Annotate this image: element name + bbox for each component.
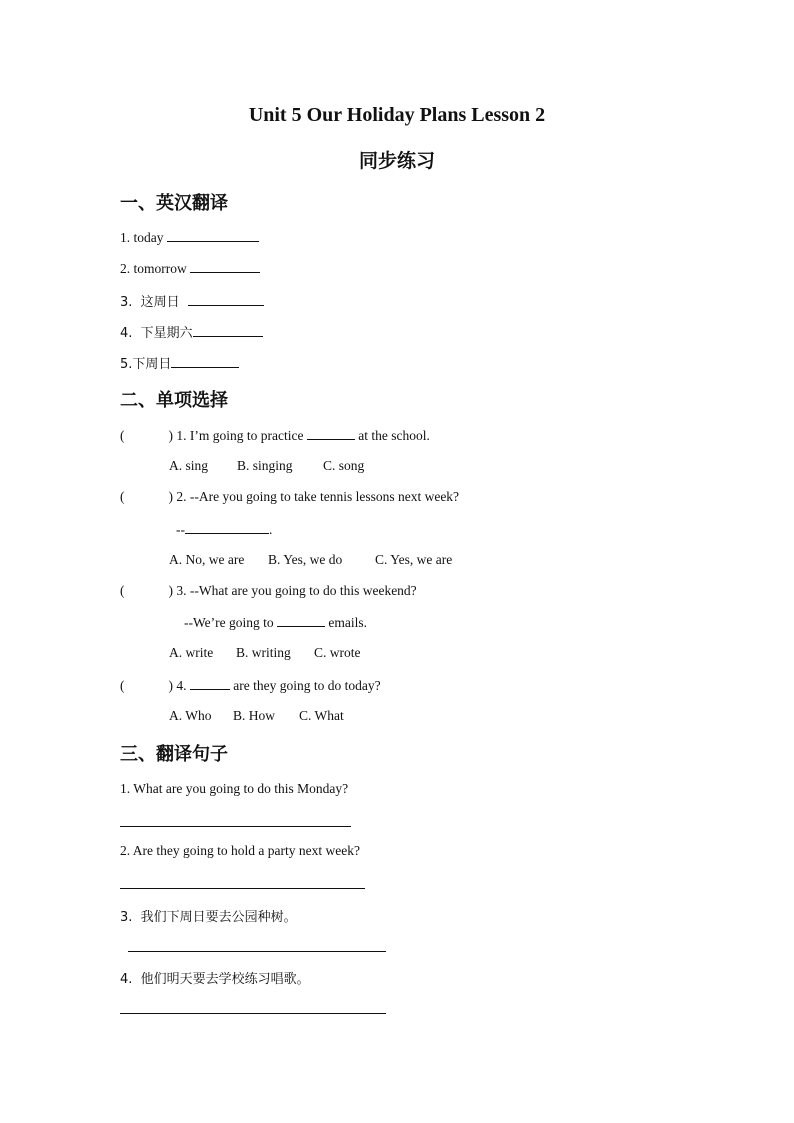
question-3-option-c: C. wrote	[314, 645, 361, 660]
question-3-option-b: B. writing	[236, 645, 291, 660]
translate-item-2: 2. Are they going to hold a party next week?	[120, 843, 360, 858]
answer-blank[interactable]	[185, 521, 269, 534]
section-2-heading: 二、单项选择	[120, 390, 228, 411]
question-1: ( ) 1. I’m going to practice at the school.	[120, 428, 430, 443]
answer-blank[interactable]	[167, 229, 259, 242]
vocab-item-1: 1. today	[120, 229, 259, 246]
question-4-option-a: A. Who	[169, 708, 212, 723]
answer-blank[interactable]	[190, 260, 260, 273]
question-2-option-a: A. No, we are	[169, 552, 245, 567]
translate-item-3: 3. 我们下周日要去公园种树。	[120, 910, 297, 925]
question-3-answer-line: --We’re going to emails.	[184, 615, 368, 630]
question-4-option-c: C. What	[299, 708, 344, 723]
answer-line-2[interactable]	[120, 888, 365, 889]
question-1-option-a: A. sing	[169, 458, 209, 473]
question-4: ( ) 4. are they going to do today?	[120, 678, 381, 693]
answer-line-1[interactable]	[120, 826, 351, 827]
question-3-option-a: A. write	[169, 645, 214, 660]
question-2: ( ) 2. --Are you going to take tennis lessons next week?	[120, 489, 460, 504]
question-2-answer-line: -- .	[176, 522, 273, 537]
answer-blank[interactable]	[188, 293, 264, 306]
question-1-option-c: C. song	[323, 458, 365, 473]
vocab-item-2: 2. tomorrow	[120, 260, 260, 277]
question-1-option-b: B. singing	[237, 458, 293, 473]
answer-blank[interactable]	[277, 614, 325, 627]
answer-blank[interactable]	[171, 355, 239, 368]
answer-line-4[interactable]	[120, 1013, 386, 1014]
section-3-heading: 三、翻译句子	[120, 744, 228, 765]
worksheet-subtitle: 同步练习	[358, 150, 435, 172]
worksheet-title: Unit 5 Our Holiday Plans Lesson 2	[248, 104, 546, 126]
answer-line-3[interactable]	[128, 951, 386, 952]
vocab-item-4: 4. 下星期六	[120, 322, 263, 341]
vocab-item-3: 3. 这周日	[120, 291, 264, 310]
answer-blank[interactable]	[193, 324, 263, 337]
question-2-option-c: C. Yes, we are	[375, 552, 453, 567]
section-1-heading: 一、英汉翻译	[120, 193, 228, 214]
question-2-option-b: B. Yes, we do	[268, 552, 343, 567]
translate-item-4: 4. 他们明天要去学校练习唱歌。	[120, 972, 310, 987]
question-3: ( ) 3. --What are you going to do this weekend?	[120, 583, 417, 598]
vocab-item-5: 5.下周日	[120, 353, 239, 372]
translate-item-1: 1. What are you going to do this Monday?	[120, 781, 349, 796]
answer-blank[interactable]	[307, 427, 355, 440]
answer-blank[interactable]	[190, 677, 230, 690]
question-4-option-b: B. How	[233, 708, 276, 723]
